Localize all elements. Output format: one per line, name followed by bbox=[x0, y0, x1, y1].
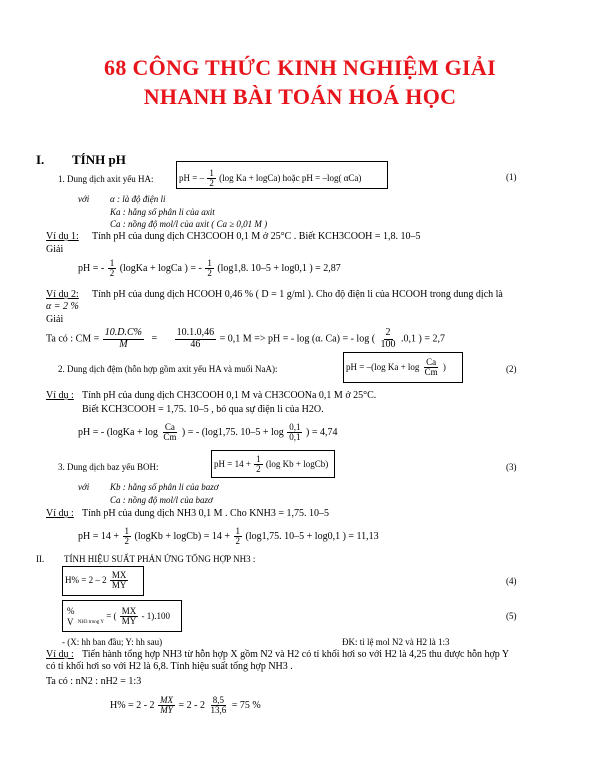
formula2-fraction bbox=[423, 358, 440, 378]
formula5-box bbox=[62, 600, 182, 632]
ex2-frac3-den: 100 bbox=[380, 338, 396, 350]
ex2-text: Tính pH của dung dịch HCOOH 0,46 % ( D = 1 g/ml ). Cho độ điện li của HCOOH trong dung dịch là bbox=[92, 289, 503, 300]
item2-label: 2. Dung dịch đệm (hỗn hợp gồm axit yếu HA và muối NaA): bbox=[58, 364, 278, 374]
ex3-frac1 bbox=[161, 423, 178, 443]
formula5-frac-den: MY bbox=[121, 616, 137, 627]
formula1-frac-den: 2 bbox=[209, 178, 214, 189]
note-left: - (X: hh ban đầu; Y: hh sau) bbox=[62, 637, 163, 647]
ex3-calc-c: ) = 4,74 bbox=[305, 427, 338, 439]
ex1-giai: Giải bbox=[46, 244, 64, 255]
formula5-rest: - 1).100 bbox=[141, 610, 171, 621]
formula4-box bbox=[62, 566, 144, 596]
ex2-frac2 bbox=[175, 328, 217, 350]
ex3-frac1-den: Cm bbox=[163, 432, 177, 443]
formula5-lhs-top: % bbox=[67, 606, 75, 616]
ex3-calc bbox=[78, 423, 337, 443]
formula1-frac-num: 1 bbox=[209, 168, 214, 178]
formula2-a: pH = –(log Ka + log bbox=[346, 362, 420, 372]
formula3-fraction bbox=[254, 455, 263, 475]
ex3-label: Ví dụ : bbox=[46, 390, 74, 401]
document-title-line1: 68 CÔNG THỨC KINH NGHIỆM GIẢI bbox=[104, 55, 496, 80]
section2-title: TÍNH HIỆU SUẤT PHẢN ỨNG TỔNG HỢP NH3 : bbox=[64, 554, 256, 564]
ex5-tc: Ta có : nN2 : nH2 = 1:3 bbox=[46, 676, 142, 687]
formula5-lhs bbox=[67, 606, 75, 628]
ex2-calc bbox=[46, 328, 445, 350]
formula2-frac-num: Ca bbox=[426, 357, 437, 367]
ex5-frac2 bbox=[209, 696, 229, 716]
ex5-calc bbox=[110, 696, 261, 716]
ex3-frac1-num: Ca bbox=[164, 422, 175, 432]
ex5-calc-b: = 2 - 2 bbox=[178, 700, 206, 712]
eq1-number: (1) bbox=[506, 172, 517, 182]
eq2-number: (2) bbox=[506, 364, 517, 374]
item1-def2: Ka : hằng số phân li của axit bbox=[110, 207, 215, 217]
ex5-label: Ví dụ : bbox=[46, 649, 74, 660]
ex2-frac3 bbox=[379, 328, 398, 350]
ex5-calc-a: H% = 2 - 2 bbox=[110, 700, 155, 712]
ex1-label: Ví dụ 1: bbox=[46, 231, 79, 242]
ex1-half-2: $\frac{1}{2}$ bbox=[207, 258, 212, 279]
formula1-lhs: pH = – bbox=[179, 173, 205, 183]
ex3-frac2-den: 0,1 bbox=[289, 432, 301, 443]
ex5-frac1-num: MX bbox=[160, 695, 174, 705]
ex3-calc-a: pH = - (logKa + log bbox=[78, 427, 158, 439]
item1-voi: với bbox=[78, 194, 90, 204]
ex2-label: Ví dụ 2: bbox=[46, 289, 79, 300]
item1-def1: α : là độ điện li bbox=[110, 194, 166, 204]
formula1-mid: (log Ka + logCa) hoặc pH = –log( αCa) bbox=[219, 173, 362, 183]
ex2-frac2-den: 46 bbox=[190, 338, 201, 350]
ex2-frac2-num: 10.1.0,46 bbox=[176, 327, 215, 338]
formula3-b: (log Kb + logCb) bbox=[265, 459, 329, 469]
ex5-text: Tiến hành tổng hợp NH3 từ hỗn hợp X gồm N2 và H2 có tỉ khối hơi so với H2 là 4,25 thu được hỗn hợp Y bbox=[82, 649, 510, 660]
ex5-frac2-num: 8,5 bbox=[212, 695, 225, 705]
ex2-tc: Ta có : CM = bbox=[46, 333, 100, 345]
section2-number: II. bbox=[36, 554, 45, 564]
item1-label: 1. Dung dịch axit yếu HA: bbox=[58, 174, 154, 184]
ex2-eq: = bbox=[151, 333, 158, 345]
ex5-frac2-den: 13,6 bbox=[210, 705, 227, 716]
item3-def1: Kb : hằng số phân li của bazơ bbox=[110, 482, 219, 492]
ex4-half-2: $\frac{1}{2}$ bbox=[235, 526, 241, 547]
document-title-line2: NHANH BÀI TOÁN HOÁ HỌC bbox=[143, 84, 457, 109]
ex2-frac1-num: 10.D.C% bbox=[104, 327, 143, 338]
ex4-calc-b: (logKb + logCb) = 14 + bbox=[134, 531, 231, 543]
formula3-box bbox=[211, 450, 335, 478]
ex2-rest2: .0,1 ) = 2,7 bbox=[401, 333, 446, 345]
formula3-frac-num: 1 bbox=[256, 454, 261, 464]
ex5-text2: có tỉ khối hơi so với H2 là 6,8. Tính hiệu suất tổng hợp NH3 . bbox=[46, 661, 293, 672]
ex2-giai: Giải bbox=[46, 314, 64, 325]
ex1-half-1: $\frac{1}{2}$ bbox=[109, 258, 115, 279]
formula2-box bbox=[343, 352, 463, 383]
ex5-frac1 bbox=[158, 696, 175, 716]
ex2-frac1 bbox=[103, 328, 144, 350]
formula4-fraction bbox=[110, 571, 129, 591]
eq5-number: (5) bbox=[506, 611, 517, 621]
ex4-text: Tính pH của dung dịch NH3 0,1 M . Cho KNH3 = 1,75. 10–5 bbox=[82, 508, 330, 519]
ex4-label: Ví dụ : bbox=[46, 508, 74, 519]
formula4-frac-num: MX bbox=[111, 570, 127, 580]
formula5-eq: = ( bbox=[106, 610, 117, 621]
formula3-frac-den: 2 bbox=[256, 464, 261, 475]
section1-title: TÍNH pH bbox=[72, 152, 126, 167]
formula1-box bbox=[176, 161, 388, 189]
formula5-frac-num: MX bbox=[121, 605, 137, 616]
ex1-calc bbox=[78, 259, 341, 279]
ex2-text2: α = 2 % bbox=[46, 301, 79, 312]
section1-number: I. bbox=[36, 152, 45, 167]
formula4-lhs: H% = 2 – 2 bbox=[65, 575, 107, 585]
ex4-calc-c: (log1,75. 10–5 + log0,1 ) = 11,13 bbox=[245, 531, 379, 543]
ex1-calc-a: (logKa + logCa ) = - bbox=[119, 263, 202, 275]
ex2-frac3-num: 2 bbox=[385, 327, 391, 338]
item3-def2: Ca : nồng độ mol/l của bazơ bbox=[110, 495, 213, 505]
item3-voi: với bbox=[78, 482, 90, 492]
ex2-rest1: = 0,1 M => pH = - log (α. Ca) = - log ( bbox=[219, 333, 376, 345]
item3-label: 3. Dung dịch baz yếu BOH: bbox=[58, 462, 159, 472]
ex5-calc-c: = 75 % bbox=[231, 700, 261, 712]
note-right: ĐK: tỉ lệ mol N2 và H2 là 1:3 bbox=[342, 637, 450, 647]
ex2-frac1-den: M bbox=[119, 338, 128, 350]
ex3-calc-b: ) = - (log1,75. 10–5 + log bbox=[181, 427, 284, 439]
ex3-text2: Biết KCH3COOH = 1,75. 10–5 , bỏ qua sự điện li của H2O. bbox=[82, 404, 324, 415]
eq3-number: (3) bbox=[506, 462, 517, 472]
formula1-fraction bbox=[207, 169, 216, 189]
item1-def3: Ca : nồng độ mol/l của axit ( Ca ≥ 0,01 M ) bbox=[110, 219, 268, 229]
ex1-text: Tính pH của dung dịch CH3COOH 0,1 M ở 25°C . Biết KCH3COOH = 1,8. 10–5 bbox=[92, 231, 421, 242]
eq4-number: (4) bbox=[506, 576, 517, 586]
formula2-frac-den: Cm bbox=[424, 367, 438, 378]
ex3-frac2-num: 0,1 bbox=[289, 422, 301, 432]
ex4-calc-a: pH = 14 + bbox=[78, 531, 120, 543]
formula4-frac-den: MY bbox=[111, 580, 127, 591]
ex1-calc-b: (log1,8. 10–5 + log0,1 ) = 2,87 bbox=[217, 263, 341, 275]
ex3-text: Tính pH của dung dịch CH3COOH 0,1 M và CH3COONa 0,1 M ở 25°C. bbox=[82, 390, 377, 401]
formula5-lhs-bottom: V bbox=[67, 616, 74, 627]
formula5-sub: NH3 trong Y bbox=[77, 619, 104, 625]
ex4-half-1: $\frac{1}{2}$ bbox=[124, 526, 130, 547]
ex4-calc bbox=[78, 527, 379, 547]
formula2-b: ) bbox=[442, 362, 446, 372]
ex5-frac1-den: MY bbox=[160, 705, 173, 716]
ex1-calc-lhs: pH = - bbox=[78, 263, 105, 275]
ex3-frac2 bbox=[287, 423, 302, 443]
formula3-a: pH = 14 + bbox=[214, 459, 251, 469]
formula5-fraction bbox=[120, 607, 139, 627]
